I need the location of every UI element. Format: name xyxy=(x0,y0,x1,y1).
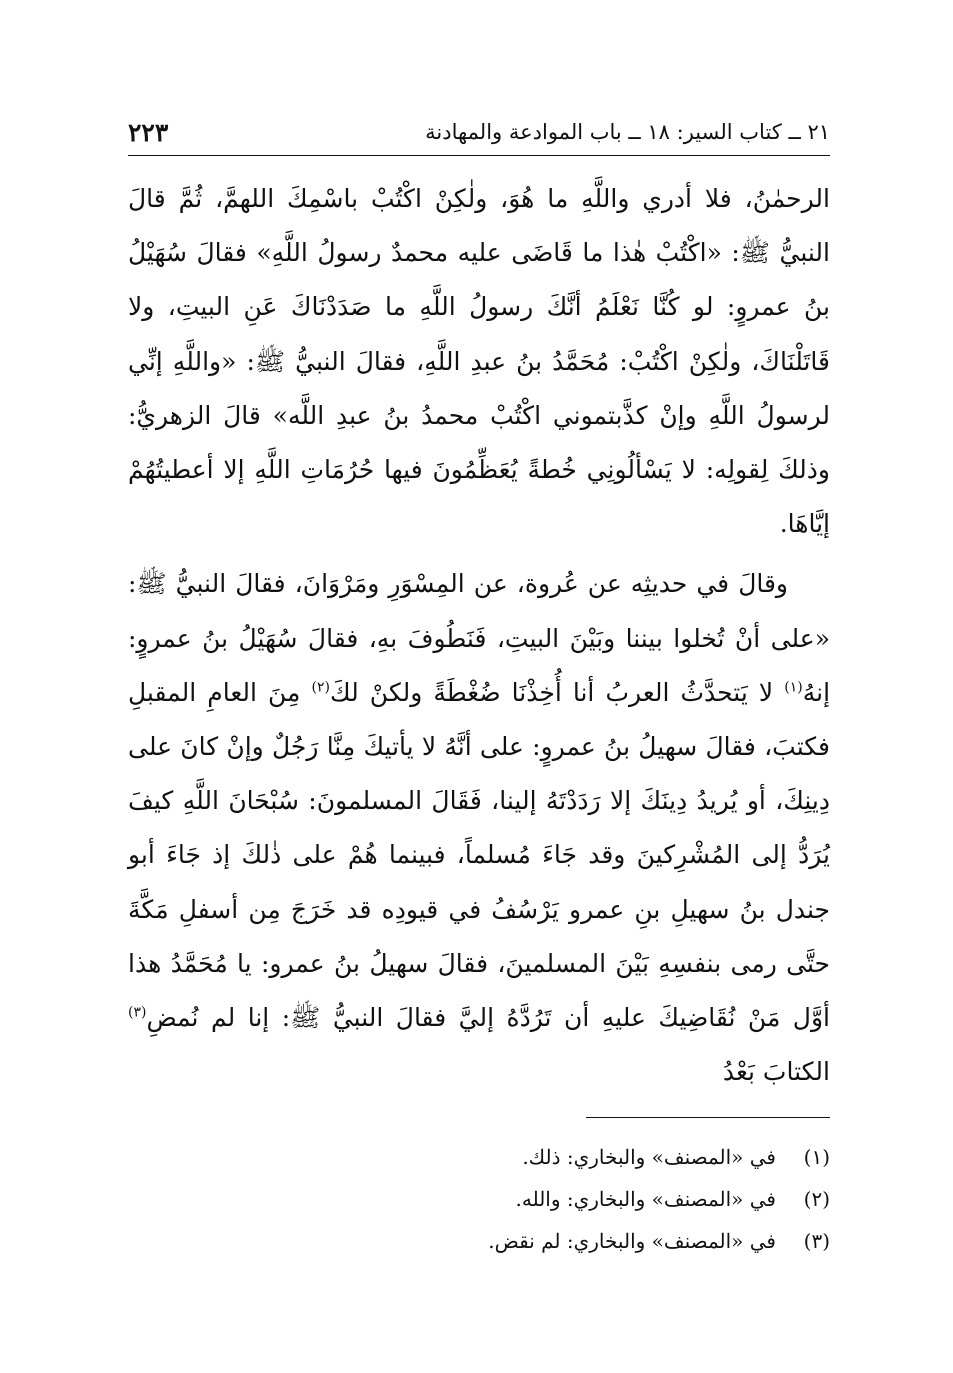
footnote-ref-3[interactable]: (٣) xyxy=(128,1004,147,1021)
footnote-2 xyxy=(128,1178,830,1220)
footnote-number: (١) xyxy=(803,1145,830,1169)
paragraph-2-part-2: لا يَتحدَّثُ العربُ أنا أُخِذْنَا ضُغْطَةً ولكنْ لكَ xyxy=(330,677,774,707)
footnote-ref-1[interactable]: (١) xyxy=(784,679,803,696)
footnote-text: في «المصنف» والبخاري: لم نقض. xyxy=(488,1229,776,1253)
footnote-number: (٣) xyxy=(803,1229,830,1253)
page-header xyxy=(128,112,830,152)
header-rule xyxy=(128,155,830,156)
footnote-ref-2[interactable]: (٢) xyxy=(311,679,331,696)
footnote-text: في «المصنف» والبخاري: ذلك. xyxy=(522,1145,776,1169)
running-head: ٢١ ــ كتاب السير: ١٨ ــ باب الموادعة والمهادنة xyxy=(425,120,830,144)
paragraph-2-part-3: مِنَ العامِ المقبلِ فكتبَ، فقالَ سهيلُ بنُ عمروٍ: على أنَّهُ لا يأتيكَ مِنَّا رَجُلٌ وإنْ كانَ على دِينِكَ، أو يُريدُ دِينَكَ إلا رَدَدْتَهُ إلينا، فَقَالَ المسلمونَ: سُبْحَانَ اللَّهِ كيفَ يُرَدُّ إلى المُشْرِكينَ وقد جَاءَ مُسلماً، فبينما هُمْ على ذٰلكَ إذ جَاءَ أبو جندل بنُ سهيلِ بنِ عمرو يَرْسُفُ في قيودِه قد خَرَجَ مِن أسفلِ مَكَّةَ حتَّى رمى بنفسِهِ بَيْنَ المسلمينَ، فقالَ سهيلُ بنُ عمرو: يا مُحَمَّدُ هذا أوَّل مَنْ نُقَاضِيكَ عليهِ أن تَرُدَّهُ إليَّ فقالَ النبيُّ ﷺ: إنا لم نُمضِ xyxy=(128,677,830,1033)
page-number: ٢٢٣ xyxy=(128,117,169,147)
footnote-3 xyxy=(128,1220,830,1262)
footnote-number: (٢) xyxy=(803,1187,830,1211)
footnote-text: في «المصنف» والبخاري: والله. xyxy=(515,1187,776,1211)
paragraph-2 xyxy=(128,557,830,1099)
main-text xyxy=(128,172,830,1099)
footnotes xyxy=(128,1136,830,1262)
footnote-rule xyxy=(586,1117,830,1118)
paragraph-1: الرحمٰنُ، فلا أدري واللَّهِ ما هُوَ، ولٰكِنْ اكْتُبْ باسْمِكَ اللهمَّ، ثُمَّ قالَ النبيُّ ﷺ: «اكْتُبْ هٰذا ما قَاضَى عليه محمدٌ رسولُ اللَّهِ» فقالَ سُهَيْلُ بنُ عمروٍ: لو كُنَّا نَعْلَمُ أنَّكَ رسولُ اللَّهِ ما صَدَدْنَاكَ عَنِ البيتِ، ولا قَاتَلْنَاكَ، ولٰكِنْ اكْتُبْ: مُحَمَّدُ بنُ عبدِ اللَّهِ، فقالَ النبيُّ ﷺ: «واللَّهِ إنِّي لرسولُ اللَّهِ وإنْ كذَّبتموني اكْتُبْ محمدُ بنُ عبدِ اللَّه» قالَ الزهريُّ: وذلكَ لِقولِه: لا يَسْألُونِي خُطةً يُعَظِّمُونَ فيها حُرُمَاتِ اللَّهِ إلا أعطيتُهُمْ إيَّاهَا. xyxy=(128,184,830,539)
paragraph-2-part-4: الكتابَ بَعْدُ xyxy=(722,1057,830,1087)
footnote-1 xyxy=(128,1136,830,1178)
paragraph-2-part-1: وقالَ في حديثِه عن عُروة، عن المِسْوَرِ ومَرْوَانَ، فقالَ النبيُّ ﷺ: «على أنْ تُخلوا بيننا وبَيْنَ البيتِ، فَنَطُوفَ بهِ، فقالَ سُهَيْلُ بنُ عمروٍ: إنهُ xyxy=(128,569,831,707)
